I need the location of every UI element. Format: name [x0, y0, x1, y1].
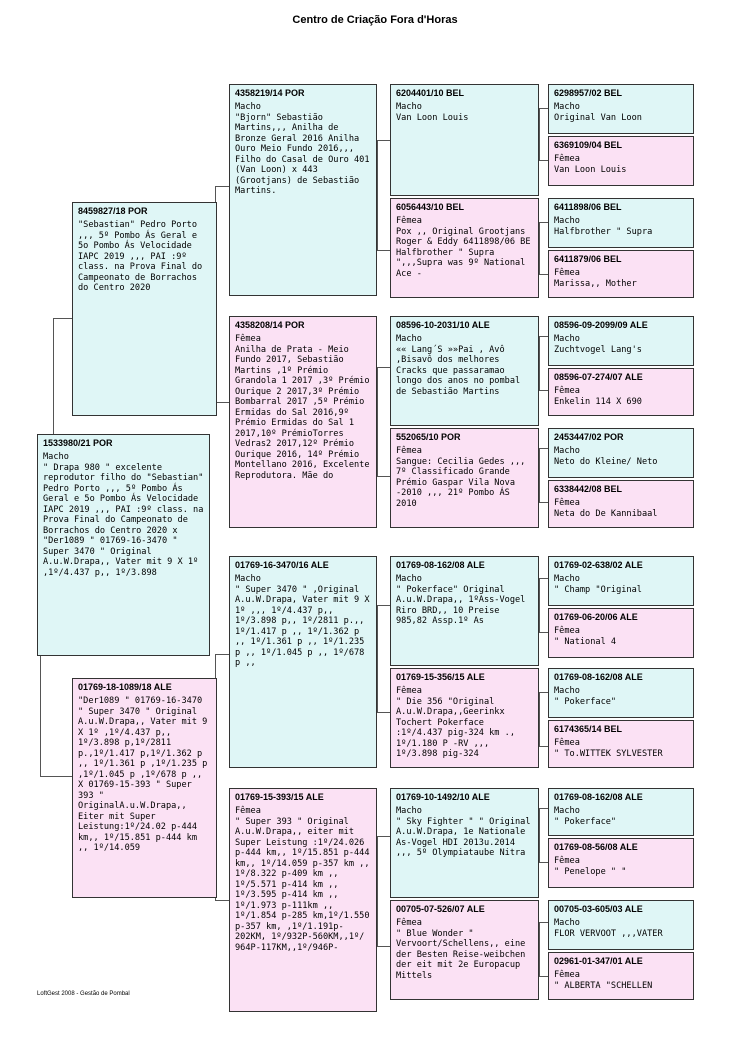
ring-number: 01769-18-1089/18 ALE [78, 682, 172, 692]
pedigree-gen3-card[interactable] [390, 84, 539, 196]
connector-line [539, 160, 548, 161]
page-title: Centro de Criação Fora d'Horas [292, 14, 458, 26]
connector-line [539, 274, 548, 275]
connector-line [539, 108, 548, 109]
bird-description: " Penelope " " [554, 866, 627, 877]
sex-label: Macho [554, 806, 580, 816]
bird-description: " Super 3470 " ,Original A.u.W.Drapa, Vater mit 9 X 1º ,,, 1º/4.437 p,, 1º/3.898 p,, 1º/2811 p.,, 1º/1.417 p ,, 1º/1.362 p ,, 1º/1.361 p ,, 1º/1.235 p ,, 1º/1.045 p ,, 1º/678 p ,, [235, 584, 375, 668]
sex-label: Macho [396, 574, 422, 584]
bird-description: "Bjorn" Sebastião Martins,,, Anilha de Bronze Geral 2016 Anilha Ouro Meio Fundo 2016,,, Filho do Casal de Ouro 401 (Van Loon) x 443 (Grootjans) de Sebastião Martins. [235, 112, 375, 196]
sex-label: Macho [396, 102, 422, 112]
bird-description: Pox ,, Original Grootjans Roger & Eddy 6411898/06 BE Halfbrother " Supra ",,,Supra was 9º National Ace - [396, 226, 536, 279]
pedigree-gen4-card[interactable] [548, 198, 694, 248]
pedigree-gen4-card[interactable] [548, 428, 694, 478]
bird-description: " Drapa 980 " excelente reprodutor filho do "Sebastian" Pedro Porto ,,, 5º Pombo Ás Geral e 5o Pombo Ás Velocidade IAPC 2019 ,,, PAI :9º class. na Prova Final do Campeonato de Borrachos do Centro 2020 x "Der1089 " 01769-16-3470 " Super 3470 " Original A.u.W.Drapa,, Vater mit 9 X 1º ,1º/4.437 p,, 1º/3.898 [43, 462, 209, 578]
bird-description: " Super 393 " Original A.u.W.Drapa,, eiter mit Super Leistung :1º/24.026 p-444 km,, 1º/15.851 p-444 km,, 1º/14.059 p-357 km ,, 1º/8.322 p-409 km ,, 1º/5.571 p-414 km ,, 1º/3.595 p-414 km ,, 1º/1.973 p-111km ,, 1º/1.854 p-285 km,1º/1.550 p-357 km, ,1º/1.191p-202KM, 1º/932P-560KM,,1º/ 964P-117KM,,1º/946P- [235, 816, 375, 953]
connector-line [539, 808, 548, 809]
sex-label: Fêmea [554, 856, 580, 866]
pedigree-dam-sire-card[interactable] [229, 556, 377, 768]
sex-label: Macho [554, 102, 580, 112]
bird-description: " ALBERTA "SCHELLEN [554, 980, 653, 991]
connector-line [215, 186, 229, 187]
footer-credit: LoftGest 2008 - Gestão de Pombal [37, 991, 130, 997]
connector-line [539, 922, 548, 923]
connector-line [215, 900, 229, 901]
pedigree-gen4-card[interactable] [548, 250, 694, 298]
sex-label: Macho [554, 216, 580, 226]
connector-line [377, 476, 390, 477]
pedigree-gen4-card[interactable] [548, 316, 694, 366]
connector-line [539, 632, 548, 633]
bird-description: Marissa,, Mother [554, 278, 637, 289]
bird-description: " Champ "Original [554, 584, 642, 595]
bird-description: " Sky Fighter " " Original A.u.W.Drapa, 1e Nationale As-Vogel HDI 2013u.2014 ,,, 5º Olympiataube Nitra [396, 816, 536, 858]
ring-number: 6174365/14 BEL [554, 724, 623, 734]
connector-line [377, 605, 390, 606]
sex-label: Fêmea [396, 918, 422, 928]
sex-label: Macho [235, 574, 261, 584]
pedigree-gen3-card[interactable] [390, 900, 539, 1000]
connector-line [539, 390, 548, 391]
connector-line [539, 336, 540, 390]
pedigree-gen4-card[interactable] [548, 952, 694, 1000]
sex-label: Macho [554, 574, 580, 584]
connector-line [539, 222, 548, 223]
bird-description: Van Loon Louis [554, 164, 627, 175]
ring-number: 4358219/14 POR [235, 88, 305, 98]
sex-label: Fêmea [396, 216, 422, 226]
bird-description: Original Van Loon [554, 112, 642, 123]
connector-line [40, 776, 72, 777]
sex-label: Fêmea [554, 626, 580, 636]
ring-number: 01769-10-1492/10 ALE [396, 792, 490, 802]
ring-number: 01769-16-3470/16 ALE [235, 560, 329, 570]
connector-line [539, 746, 548, 747]
bird-description: Halfbrother " Supra [554, 226, 653, 237]
ring-number: 08596-10-2031/10 ALE [396, 320, 490, 330]
bird-description: Zuchtvogel Lang's [554, 344, 642, 355]
ring-number: 8459827/18 POR [78, 206, 148, 216]
pedigree-gen3-card[interactable] [390, 428, 539, 528]
pedigree-gen4-card[interactable] [548, 900, 694, 950]
sex-label: Fêmea [554, 970, 580, 980]
pedigree-gen3-card[interactable] [390, 556, 539, 666]
connector-line [377, 836, 390, 837]
bird-description: Van Loon Louis [396, 112, 469, 123]
pedigree-sire-sire-card[interactable] [229, 84, 377, 296]
pedigree-gen4-card[interactable] [548, 720, 694, 768]
bird-description: " Blue Wonder " Vervoort/Schellens,, eine der Besten Reise-weibchen der eit mit 2e Europacup Mittels [396, 928, 531, 981]
connector-line [539, 336, 548, 337]
pedigree-dam-dam-card[interactable] [229, 788, 377, 1012]
bird-description: Neta do De Kannibaal [554, 508, 658, 519]
ring-number: 01769-02-638/02 ALE [554, 560, 643, 570]
connector-line [539, 448, 540, 502]
bird-description: FLOR VERVOOT ,,,VATER [554, 928, 663, 939]
connector-line [377, 712, 390, 713]
sex-label: Fêmea [235, 806, 261, 816]
connector-line [539, 578, 540, 632]
bird-description: " Die 356 "Original A.u.W.Drapa,,Geerinkx Tochert Pokerface :1º/4.437 pig-324 km ., 1º/1.180 P -RV ,,, 1º/3.898 pig-324 [396, 696, 521, 759]
ring-number: 6369109/04 BEL [554, 140, 623, 150]
pedigree-gen4-card[interactable] [548, 556, 694, 606]
connector-line [53, 318, 72, 319]
pedigree-gen3-card[interactable] [390, 198, 539, 298]
sex-label: Fêmea [396, 446, 422, 456]
bird-description: " Pokerface" Original A.u.W.Drapa,, 1ºAss-Vogel Riro BRD,, 10 Preise 985,82 Assp.1º As [396, 584, 531, 626]
ring-number: 6338442/08 BEL [554, 484, 623, 494]
connector-line [539, 108, 540, 160]
connector-line [539, 692, 540, 746]
connector-line [377, 605, 378, 712]
sex-label: Fêmea [235, 334, 261, 344]
pedigree-dam-card[interactable] [72, 678, 217, 898]
ring-number: 6411879/06 BEL [554, 254, 622, 264]
bird-description: «« Lang´S »»Pai , Avô ,Bisavô dos melhores Cracks que passaramao longo dos anos no pombal de Sebastião Martins [396, 344, 526, 397]
pedigree-sire-card[interactable] [72, 202, 217, 416]
sex-label: Macho [396, 334, 422, 344]
connector-line [53, 318, 54, 434]
connector-line [539, 692, 548, 693]
bird-description: " National 4 [554, 636, 617, 647]
ring-number: 08596-07-274/07 ALE [554, 372, 643, 382]
connector-line [539, 862, 548, 863]
bird-description: " To.WITTEK SYLVESTER [554, 748, 663, 759]
connector-line [539, 502, 548, 503]
sex-label: Macho [554, 686, 580, 696]
connector-line [377, 140, 378, 250]
ring-number: 01769-08-56/08 ALE [554, 842, 638, 852]
bird-description: Enkelin 114 X 690 [554, 396, 642, 407]
ring-number: 01769-08-162/08 ALE [554, 792, 643, 802]
pedigree-gen4-card[interactable] [548, 838, 694, 888]
sex-label: Macho [554, 446, 580, 456]
bird-description: Neto do Kleine/ Neto [554, 456, 658, 467]
ring-number: 01769-15-393/15 ALE [235, 792, 324, 802]
connector-line [539, 448, 548, 449]
pedigree-gen4-card[interactable] [548, 136, 694, 186]
ring-number: 6204401/10 BEL [396, 88, 465, 98]
connector-line [377, 140, 390, 141]
connector-line [377, 367, 378, 476]
ring-number: 02961-01-347/01 ALE [554, 956, 643, 966]
ring-number: 6298957/02 BEL [554, 88, 623, 98]
pedigree-gen4-card[interactable] [548, 788, 694, 836]
ring-number: 552065/10 POR [396, 432, 461, 442]
bird-description: " Pokerface" [554, 816, 617, 827]
connector-line [377, 836, 378, 946]
pedigree-gen4-card[interactable] [548, 84, 694, 134]
ring-number: 1533980/21 POR [43, 438, 113, 448]
ring-number: 01769-08-162/08 ALE [396, 560, 485, 570]
sex-label: Macho [43, 452, 69, 462]
ring-number: 00705-07-526/07 ALE [396, 904, 485, 914]
connector-line [539, 808, 540, 862]
bird-description: "Sebastian" Pedro Porto ,,, 5º Pombo Ás Geral e 5o Pombo Ás Velocidade IAPC 2019 ,,, PAI :9º class. na Prova Final do Campeonato de Borrachos do Centro 2020 [78, 220, 208, 293]
pedigree-gen4-card[interactable] [548, 608, 694, 658]
ring-number: 01769-15-356/15 ALE [396, 672, 485, 682]
ring-number: 01769-06-20/06 ALE [554, 612, 638, 622]
pedigree-subject-card[interactable] [37, 434, 210, 656]
bird-description: Anilha de Prata - Meio Fundo 2017, Sebastião Martins ,1º Prémio Grandola 1 2017 ,3º Prémio Ourique 2 2017,3º Prémio Bombarral 2017 ,5º Prémio Ermidas do Sal 2016,9º Prémio Ermidas do Sal 1 2017,10º PrémioTorres Vedras2 2017,12º Prémio Ourique 2016, 14º Prémio Montellano 2016, Excelente Reprodutora. Mãe do [235, 344, 375, 481]
ring-number: 2453447/02 POR [554, 432, 624, 442]
pedigree-gen4-card[interactable] [548, 368, 694, 416]
connector-line [377, 367, 390, 368]
pedigree-gen3-card[interactable] [390, 316, 539, 426]
bird-description: "Der1089 " 01769-16-3470 " Super 3470 " Original A.u.W.Drapa,, Vater mit 9 X 1º ,1º/4.437 p,, 1º/3.898 p,1º/2811 p.,1º/1.417 p,1º/1.362 p ,, 1º/1.361 p ,1º/1.235 p ,1º/1.045 p ,1º/678 p ,, X 01769-15-393 " Super 393 " OriginalA.u.W.Drapa,, Eiter mit Super Leistung:1º/24.02 p-444 km,, 1º/15.851 p-444 km ,, 1º/14.059 [78, 696, 213, 853]
pedigree-gen3-card[interactable] [390, 668, 539, 768]
connector-line [215, 402, 229, 403]
connector-line [377, 946, 390, 947]
pedigree-gen4-card[interactable] [548, 668, 694, 718]
ring-number: 08596-09-2099/09 ALE [554, 320, 648, 330]
bird-description: " Pokerface" [554, 696, 617, 707]
ring-number: 01769-08-162/08 ALE [554, 672, 643, 682]
sex-label: Fêmea [554, 738, 580, 748]
pedigree-gen3-card[interactable] [390, 788, 539, 898]
connector-line [539, 578, 548, 579]
ring-number: 6411898/06 BEL [554, 202, 622, 212]
sex-label: Macho [396, 806, 422, 816]
ring-number: 00705-03-605/03 ALE [554, 904, 643, 914]
sex-label: Fêmea [554, 154, 580, 164]
pedigree-gen4-card[interactable] [548, 480, 694, 528]
connector-line [215, 654, 229, 655]
sex-label: Fêmea [396, 686, 422, 696]
connector-line [539, 222, 540, 274]
sex-label: Macho [235, 102, 261, 112]
connector-line [539, 922, 540, 976]
ring-number: 6056443/10 BEL [396, 202, 465, 212]
sex-label: Macho [554, 334, 580, 344]
pedigree-sire-dam-card[interactable] [229, 316, 377, 528]
sex-label: Fêmea [554, 268, 580, 278]
bird-description: Sangue: Cecilia Gedes ,,, 7º Classificado Grande Prémio Gaspar Vila Nova -2010 ,,, 21º Pombo ÁS 2010 [396, 456, 531, 509]
sex-label: Macho [554, 918, 580, 928]
connector-line [377, 250, 390, 251]
connector-line [40, 656, 41, 776]
connector-line [539, 976, 548, 977]
sex-label: Fêmea [554, 498, 580, 508]
ring-number: 4358208/14 POR [235, 320, 305, 330]
sex-label: Fêmea [554, 386, 580, 396]
